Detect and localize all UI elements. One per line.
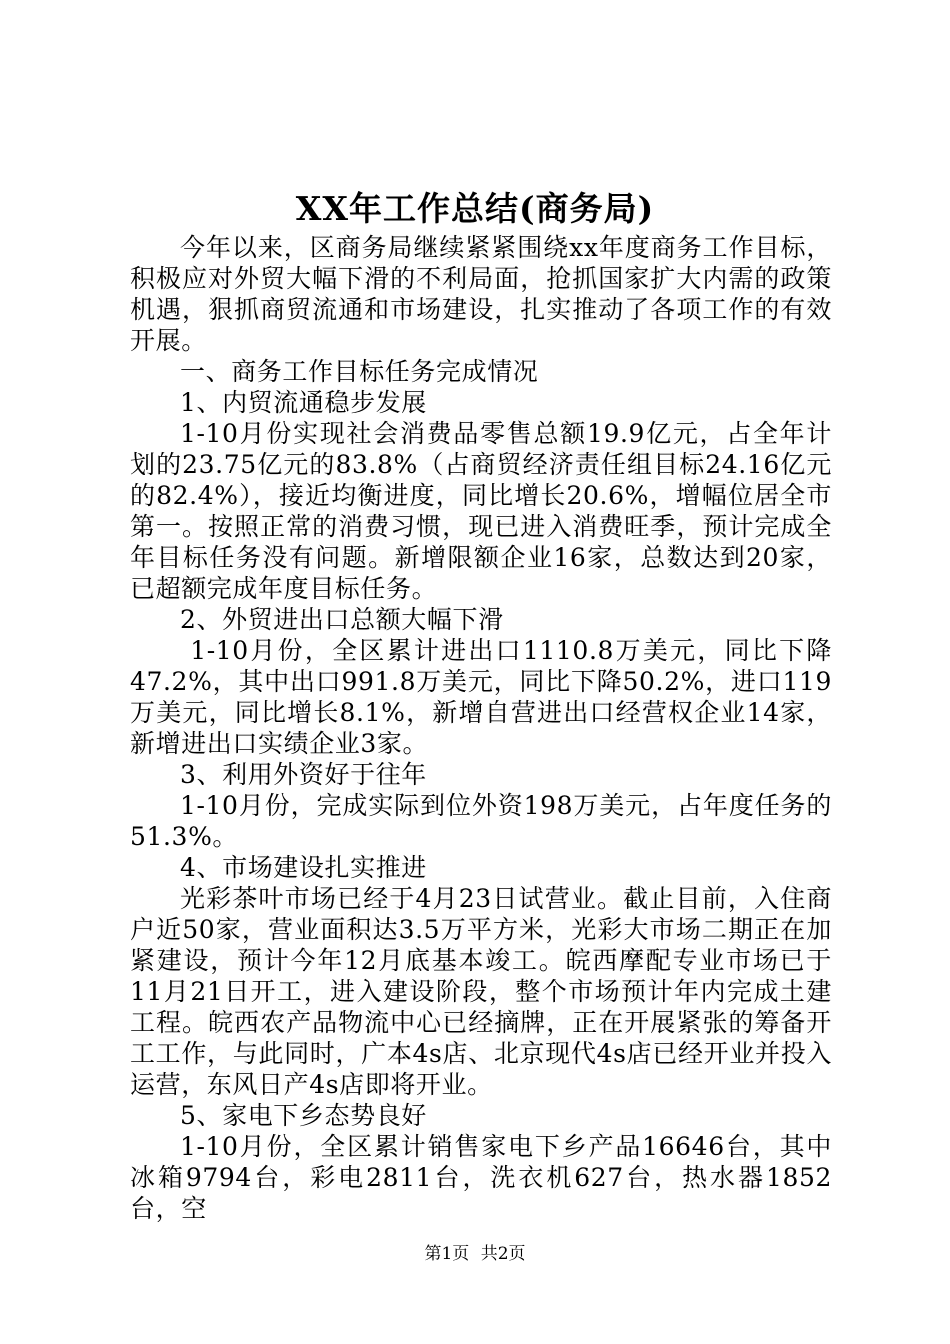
document-title: XX年工作总结(商务局) — [295, 189, 655, 228]
page-footer — [0, 1242, 950, 1266]
subsection-heading: 4、市场建设扎实推进 — [180, 853, 427, 882]
document-body — [130, 232, 832, 1224]
subsection-heading: 1、内贸流通稳步发展 — [180, 388, 427, 417]
paragraph: 1-10月份实现社会消费品零售总额19.9亿元，占全年计划的23.75亿元的83.8%（占商贸经济责任组目标24.16亿元的82.4%），接近均衡进度，同比增长20.6%，增幅位居全市第一。按照正常的消费习惯，现已进入消费旺季，预计完成全年目标任务没有问题。新增限额企业16家，总数达到20家，已超额完成年度目标任务。 — [130, 419, 832, 603]
subsection-heading: 2、外贸进出口总额大幅下滑 — [180, 605, 504, 634]
section-heading: 一、商务工作目标任务完成情况 — [180, 357, 539, 386]
paragraph: 1-10月份，全区累计进出口1110.8万美元，同比下降47.2%，其中出口991.8万美元，同比下降50.2%，进口119万美元，同比增长8.1%，新增自营进出口经营权企业14家，新增进出口实绩企业3家。 — [130, 636, 832, 758]
paragraph: 1-10月份，全区累计销售家电下乡产品16646台，其中冰箱9794台，彩电2811台，洗衣机627台，热水器1852台，空 — [130, 1132, 832, 1223]
paragraph: 光彩茶叶市场已经于4月23日试营业。截止目前，入住商户近50家，营业面积达3.5万平方米，光彩大市场二期正在加紧建设，预计今年12月底基本竣工。皖西摩配专业市场已于11月21日开工，进入建设阶段，整个市场预计年内完成土建工程。皖西农产品物流中心已经摘牌，正在开展紧张的筹备开工工作，与此同时，广本4s店、北京现代4s店已经开业并投入运营，东风日产4s店即将开业。 — [130, 884, 832, 1099]
page-total: 共2页 — [480, 1244, 526, 1264]
subsection-heading: 3、利用外资好于往年 — [180, 760, 427, 789]
paragraph-intro: 今年以来，区商务局继续紧紧围绕xx年度商务工作目标，积极应对外贸大幅下滑的不利局面，抢抓国家扩大内需的政策机遇，狠抓商贸流通和市场建设，扎实推动了各项工作的有效开展。 — [130, 233, 832, 355]
subsection-heading: 5、家电下乡态势良好 — [180, 1101, 427, 1130]
page-number: 第1页 — [424, 1244, 470, 1264]
paragraph: 1-10月份，完成实际到位外资198万美元，占年度任务的51.3%。 — [130, 791, 832, 851]
